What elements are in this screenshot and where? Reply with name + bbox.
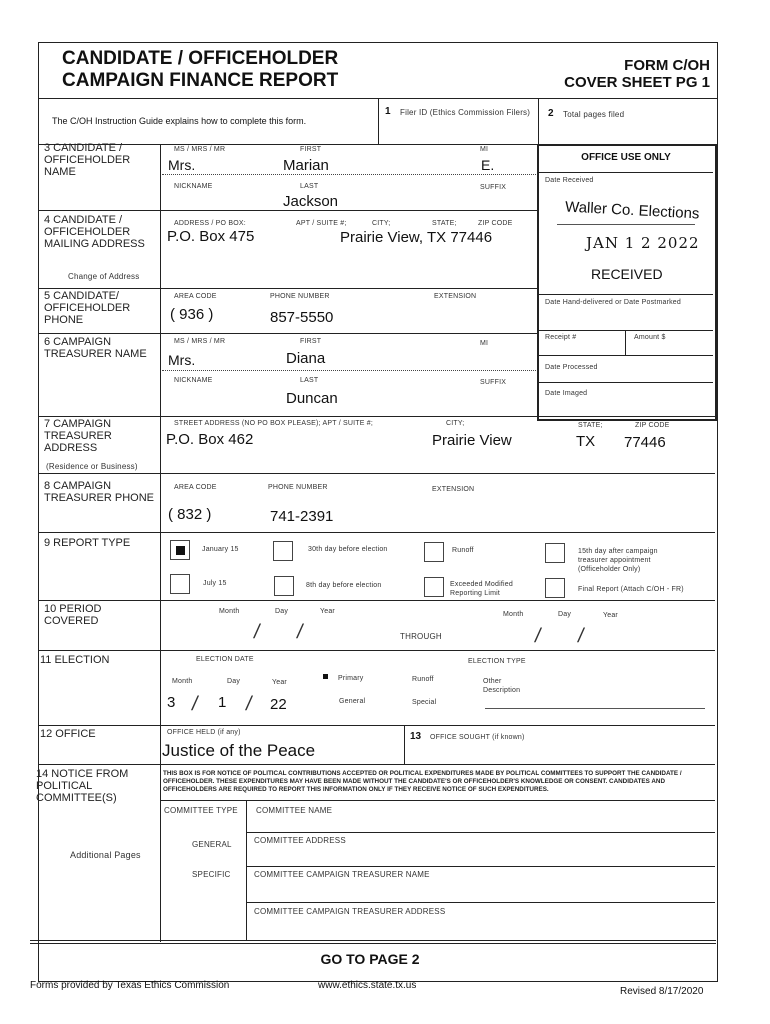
divider <box>38 210 538 211</box>
date-separator: / <box>576 625 586 647</box>
divider <box>246 902 715 903</box>
sec10-label: 10 PERIOD COVERED <box>44 603 102 627</box>
treasurer-appointment-checkbox[interactable] <box>545 543 565 563</box>
treasurer-zip: 77446 <box>624 434 666 451</box>
treasurer-prefix: Mrs. <box>168 352 196 368</box>
candidate-prefix: Mrs. <box>168 157 196 173</box>
divider <box>538 98 539 144</box>
treasurer-first-name: Diana <box>286 350 326 367</box>
period-to-year-label: Year <box>603 612 618 619</box>
divider <box>625 330 626 355</box>
sec7-label: 7 CAMPAIGN TREASURER ADDRESS <box>44 418 112 454</box>
period-from-day-label: Day <box>275 608 289 615</box>
sec11-label: 11 ELECTION <box>40 654 110 666</box>
runoff-report-checkbox[interactable] <box>424 542 444 562</box>
date-separator: / <box>295 621 305 643</box>
divider <box>539 330 713 331</box>
stamp-date: JAN 1 2 2022 <box>586 234 700 252</box>
runoff-report-label: Runoff <box>452 547 474 554</box>
sec6-prefix-label: MS / MRS / MR <box>174 338 226 345</box>
sec5-ext-label: EXTENSION <box>434 293 477 300</box>
sec6-last-label: LAST <box>300 377 319 384</box>
change-of-address-label: Change of Address <box>68 272 140 281</box>
sec14-label: 14 NOTICE FROM POLITICAL COMMITTEE(S) <box>36 768 129 804</box>
primary-label: Primary <box>338 675 364 682</box>
treasurer-last-name: Duncan <box>286 390 338 407</box>
office-sought-label: OFFICE SOUGHT (if known) <box>430 734 525 741</box>
january-15-label: January 15 <box>202 546 239 553</box>
treasurer-state: TX <box>576 433 596 450</box>
divider <box>30 940 716 941</box>
period-to-day-label: Day <box>558 611 572 618</box>
divider <box>162 370 536 371</box>
divider <box>38 473 715 474</box>
sec6-nickname-label: NICKNAME <box>174 377 213 384</box>
sec3-label: 3 CANDIDATE / OFFICEHOLDER NAME <box>44 142 131 178</box>
election-runoff-label: Runoff <box>412 676 434 683</box>
sec3-last-label: LAST <box>300 183 319 190</box>
sec7-street-label: STREET ADDRESS (NO PO BOX PLEASE); APT / SUITE #; <box>174 420 373 427</box>
committee-name-label: COMMITTEE NAME <box>256 806 333 815</box>
election-type-label: ELECTION TYPE <box>468 658 526 665</box>
sec7-zip-label: ZIP CODE <box>635 422 670 429</box>
date-separator: / <box>244 693 254 715</box>
sec8-label: 8 CAMPAIGN TREASURER PHONE <box>44 480 155 504</box>
sec3-first-label: FIRST <box>300 146 322 153</box>
committee-treasurer-name-label: COMMITTEE CAMPAIGN TREASURER NAME <box>254 870 430 879</box>
stamp-received: RECEIVED <box>591 266 663 282</box>
sec6-label: 6 CAMPAIGN TREASURER NAME <box>44 336 147 360</box>
general-label: General <box>339 698 366 705</box>
sec5-phone-label: PHONE NUMBER <box>270 293 330 300</box>
candidate-mi: E. <box>481 157 495 173</box>
july-15-label: July 15 <box>203 580 227 587</box>
form-id: FORM C/OH <box>624 57 710 74</box>
form-page: COVER SHEET PG 1 <box>564 74 710 91</box>
footer-revised: Revised 8/17/2020 <box>620 986 704 997</box>
general-committee-label: GENERAL <box>192 840 232 849</box>
january-15-checkbox[interactable] <box>170 540 190 560</box>
office-sought-num: 13 <box>410 731 422 742</box>
divider <box>539 172 713 173</box>
through-label: THROUGH <box>400 632 442 641</box>
divider <box>160 800 715 801</box>
office-held-label: OFFICE HELD (if any) <box>167 729 241 736</box>
divider <box>38 650 715 651</box>
candidate-address: P.O. Box 475 <box>167 228 255 245</box>
instruction-text: The C/OH Instruction Guide explains how to complete this form. <box>52 116 307 126</box>
receipt-label: Receipt # <box>545 334 577 341</box>
sec4-apt-label: APT / SUITE #; <box>296 220 347 227</box>
filer-id-label: Filer ID (Ethics Commission Filers) <box>400 108 531 117</box>
form-title-line1: CANDIDATE / OFFICEHOLDER <box>62 48 339 69</box>
treasurer-appointment-label: 15th day after campaign treasurer appointment (Officeholder Only) <box>578 548 658 573</box>
treasurer-address: P.O. Box 462 <box>166 431 254 448</box>
date-processed-label: Date Processed <box>545 364 598 371</box>
treasurer-city: Prairie View <box>432 432 512 449</box>
treasurer-phone: 741-2391 <box>270 508 334 525</box>
sec8-ext-label: EXTENSION <box>432 486 475 493</box>
day8-checkbox[interactable] <box>274 576 294 596</box>
divider <box>38 764 715 765</box>
date-imaged-label: Date Imaged <box>545 390 588 397</box>
sec7-city-label: CITY; <box>446 420 465 427</box>
sec5-label: 5 CANDIDATE/ OFFICEHOLDER PHONE <box>44 290 131 326</box>
period-from-month-label: Month <box>219 608 240 615</box>
stamp-county: Waller Co. Elections <box>564 198 700 223</box>
additional-pages-label: Additional Pages <box>70 850 141 860</box>
office-held: Justice of the Peace <box>162 741 316 760</box>
divider <box>539 355 713 356</box>
final-report-label: Final Report (Attach C/OH - FR) <box>578 586 684 593</box>
sec3-suffix-label: SUFFIX <box>480 184 507 191</box>
divider <box>38 600 715 601</box>
election-month: 3 <box>167 694 176 711</box>
sec3-nickname-label: NICKNAME <box>174 183 213 190</box>
candidate-last-name: Jackson <box>283 193 339 210</box>
committee-treasurer-address-label: COMMITTEE CAMPAIGN TREASURER ADDRESS <box>254 907 446 916</box>
day30-label: 30th day before election <box>308 546 388 553</box>
received-stamp <box>553 198 703 290</box>
special-label: Special <box>412 699 437 706</box>
go-to-page-2: GO TO PAGE 2 <box>320 951 420 967</box>
sec5-area-label: AREA CODE <box>174 293 217 300</box>
exceeded-limit-label: Exceeded Modified Reporting Limit <box>450 581 513 597</box>
election-day: 1 <box>218 694 227 711</box>
election-year: 22 <box>270 696 287 713</box>
divider <box>30 943 716 944</box>
checked-mark <box>176 546 185 555</box>
sec6-suffix-label: SUFFIX <box>480 379 507 386</box>
candidate-first-name: Marian <box>283 157 329 174</box>
divider <box>38 532 715 533</box>
period-from-year-label: Year <box>320 608 335 615</box>
total-pages-num: 2 <box>548 108 554 119</box>
divider <box>557 224 695 225</box>
footer-url: www.ethics.state.tx.us <box>318 980 417 991</box>
date-separator: / <box>190 693 200 715</box>
residence-label: (Residence or Business) <box>46 462 138 471</box>
sec12-label: 12 OFFICE <box>40 728 96 740</box>
sec9-label: 9 REPORT TYPE <box>44 537 131 549</box>
exceeded-limit-checkbox[interactable] <box>424 577 444 597</box>
notice-text: THIS BOX IS FOR NOTICE OF POLITICAL CONTRIBUTIONS ACCEPTED OR POLITICAL EXPENDITURES MADE BY POLITICAL COMMITTEES TO SUPPORT THE CANDIDATE / OFFICEHOLDER. THESE EXPENDITURES MAY HAVE BEEN MADE WITHOUT THE CANDIDATE'S OR OFFICEHOLDER'S KNOWLEDGE OR CONSENT. CANDIDATES AND OFFICEHOLDERS ARE REQUIRED TO REPORT THIS INFORMATION ONLY IF THEY RECEIVE NOTICE OF SUCH EXPENDITURES. <box>163 770 682 793</box>
sec4-label: 4 CANDIDATE / OFFICEHOLDER MAILING ADDRESS <box>44 214 145 250</box>
divider <box>539 382 713 383</box>
sec8-area-label: AREA CODE <box>174 484 217 491</box>
sec7-state-label: STATE; <box>578 422 603 429</box>
other-description-line <box>485 708 705 709</box>
divider <box>162 174 536 175</box>
sec3-prefix-label: MS / MRS / MR <box>174 146 226 153</box>
candidate-city-state-zip: Prairie View, TX 77446 <box>340 229 493 246</box>
election-year-label: Year <box>272 679 287 686</box>
form-title-line2: CAMPAIGN FINANCE REPORT <box>62 70 339 91</box>
final-report-checkbox[interactable] <box>545 578 565 598</box>
divider <box>246 800 247 940</box>
divider <box>38 725 715 726</box>
footer-provided: Forms provided by Texas Ethics Commission <box>30 980 230 991</box>
sec6-mi-label: MI <box>480 340 489 347</box>
day30-checkbox[interactable] <box>273 541 293 561</box>
specific-committee-label: SPECIFIC <box>192 870 231 879</box>
committee-address-label: COMMITTEE ADDRESS <box>254 836 346 845</box>
day8-label: 8th day before election <box>306 582 382 589</box>
sec8-phone-label: PHONE NUMBER <box>268 484 328 491</box>
divider <box>160 144 161 942</box>
divider <box>38 288 538 289</box>
divider <box>378 98 379 144</box>
sec4-zip-label: ZIP CODE <box>478 220 513 227</box>
date-received-label: Date Received <box>545 177 594 184</box>
election-date-label: ELECTION DATE <box>196 656 254 663</box>
other-description-label: Other Description <box>483 678 521 694</box>
sec4-state-label: STATE; <box>432 220 457 227</box>
committee-type-label: COMMITTEE TYPE <box>164 806 238 815</box>
sec3-mi-label: MI <box>480 146 489 153</box>
election-day-label: Day <box>227 678 241 685</box>
divider <box>38 333 538 334</box>
divider <box>404 725 405 765</box>
divider <box>246 866 715 867</box>
office-use-title: OFFICE USE ONLY <box>581 152 671 163</box>
period-to-month-label: Month <box>503 611 524 618</box>
july-15-checkbox[interactable] <box>170 574 190 594</box>
total-pages-label: Total pages filed <box>563 110 625 119</box>
sec6-first-label: FIRST <box>300 338 322 345</box>
candidate-phone: 857-5550 <box>270 309 334 326</box>
sec4-city-label: CITY; <box>372 220 391 227</box>
date-separator: / <box>533 625 543 647</box>
filer-id-num: 1 <box>385 106 391 117</box>
primary-checkbox[interactable] <box>323 674 328 679</box>
amount-label: Amount $ <box>634 334 666 341</box>
hand-delivered-label: Date Hand-delivered or Date Postmarked <box>545 299 681 306</box>
divider <box>38 416 715 417</box>
divider <box>246 832 715 833</box>
treasurer-area-code: ( 832 ) <box>168 506 212 523</box>
divider <box>539 294 713 295</box>
date-separator: / <box>252 621 262 643</box>
election-month-label: Month <box>172 678 193 685</box>
sec4-address-label: ADDRESS / PO BOX: <box>174 220 246 227</box>
candidate-area-code: ( 936 ) <box>170 306 214 323</box>
